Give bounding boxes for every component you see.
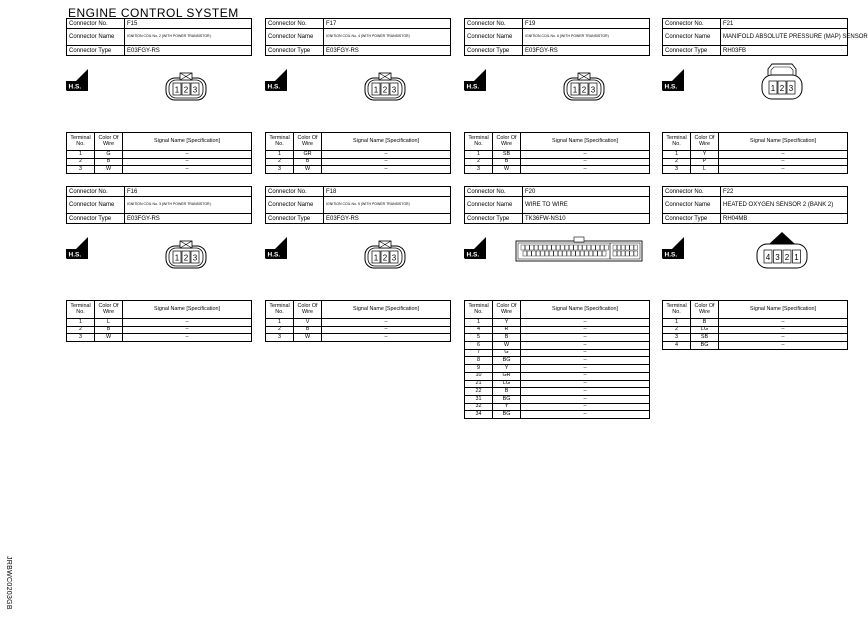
connector-type-label: Connector Type [465, 214, 523, 224]
signal-name: – [521, 334, 650, 342]
svg-text:3: 3 [391, 85, 397, 95]
signal-name: – [123, 158, 252, 166]
connector-name-value: IGNITION COIL No. 5 (WITH POWER TRANSISTOR) [324, 197, 451, 214]
connector-face-3pin [361, 239, 409, 271]
wire-color: B [493, 334, 521, 342]
svg-text:2: 2 [581, 85, 587, 95]
connector-no-label: Connector No. [266, 187, 324, 197]
svg-text:2: 2 [382, 85, 388, 95]
connector-no-label: Connector No. [67, 187, 125, 197]
wire-color: W [294, 334, 322, 342]
connector-name-value: IGNITION COIL No. 4 (WITH POWER TRANSISTOR) [324, 29, 451, 46]
signal-name: – [521, 319, 650, 327]
terminal-no-header: Terminal No. [266, 133, 294, 151]
terminal-no: 3 [663, 334, 691, 342]
wire-color: B [493, 158, 521, 166]
hs-label: H.S. [664, 251, 678, 259]
signal-name: – [322, 319, 451, 327]
connector-name-value: MANIFOLD ABSOLUTE PRESSURE (MAP) SENSOR [721, 29, 848, 46]
table-row [67, 326, 252, 334]
signal-table [464, 300, 650, 419]
terminal-no: 8 [465, 357, 493, 365]
svg-text:3: 3 [788, 84, 794, 93]
signal-name: – [521, 151, 650, 159]
signal-name: – [719, 334, 848, 342]
signal-table [464, 132, 650, 174]
wire-color: B [691, 319, 719, 327]
terminal-no: 34 [465, 411, 493, 419]
terminal-no: 3 [465, 166, 493, 174]
connector-no-label: Connector No. [266, 19, 324, 29]
table-row [465, 342, 650, 350]
table-row [663, 326, 848, 334]
table-row [266, 334, 451, 342]
table-row [663, 319, 848, 327]
wire-color: B [294, 158, 322, 166]
svg-text:1: 1 [373, 85, 379, 95]
wire-color: W [493, 166, 521, 174]
connector-type-value: E03FGY-RS [125, 214, 252, 224]
connector-name-value: HEATED OXYGEN SENSOR 2 (BANK 2) [721, 197, 848, 214]
signal-table [265, 300, 451, 342]
terminal-no: 32 [465, 403, 493, 411]
terminal-no-header: Terminal No. [663, 301, 691, 319]
wire-color: Y [493, 365, 521, 373]
svg-text:1: 1 [174, 253, 180, 263]
connector-name-label: Connector Name [67, 197, 125, 214]
terminal-no: 2 [266, 326, 294, 334]
connector-face-3pin [560, 71, 608, 103]
connector-name-label: Connector Name [465, 29, 523, 46]
table-row [663, 334, 848, 342]
table-row [465, 158, 650, 166]
table-row [465, 349, 650, 357]
connector-type-label: Connector Type [465, 46, 523, 56]
terminal-no: 2 [663, 326, 691, 334]
svg-text:1: 1 [174, 85, 180, 95]
connector-picture [265, 224, 451, 300]
color-of-wire-header: Color Of Wire [691, 301, 719, 319]
wire-color: B [493, 388, 521, 396]
connector-no-value: F19 [523, 19, 650, 29]
color-of-wire-header: Color Of Wire [691, 133, 719, 151]
terminal-no: 1 [266, 151, 294, 159]
table-row [266, 151, 451, 159]
wire-color: BG [493, 411, 521, 419]
harness-side-icon [464, 69, 486, 91]
wire-color: G [95, 151, 123, 159]
connector-face-4pin [754, 229, 810, 271]
connector-block-f18 [265, 186, 451, 342]
signal-name: – [123, 166, 252, 174]
wire-color: R [493, 326, 521, 334]
connector-picture [66, 224, 252, 300]
table-row [465, 326, 650, 334]
connector-no-value: F21 [721, 19, 848, 29]
harness-side-icon [464, 237, 486, 259]
signal-name-header: Signal Name [Specification] [322, 301, 451, 319]
connector-info-table [464, 18, 650, 56]
connector-block-f16 [66, 186, 252, 342]
signal-name: – [521, 380, 650, 388]
terminal-no: 2 [67, 326, 95, 334]
table-row [465, 403, 650, 411]
terminal-no: 10 [465, 372, 493, 380]
terminal-no: 2 [663, 158, 691, 166]
svg-text:3: 3 [590, 85, 596, 95]
wire-color: W [294, 166, 322, 174]
connector-picture [662, 224, 848, 300]
page-title: ENGINE CONTROL SYSTEM [68, 6, 239, 20]
svg-text:1: 1 [770, 84, 776, 93]
connector-type-value: TK36FW-NS10 [523, 214, 650, 224]
signal-name: – [521, 388, 650, 396]
connector-no-value: F17 [324, 19, 451, 29]
svg-text:1: 1 [572, 85, 578, 95]
color-of-wire-header: Color Of Wire [294, 133, 322, 151]
table-row [663, 166, 848, 174]
color-of-wire-header: Color Of Wire [95, 301, 123, 319]
table-row [465, 334, 650, 342]
signal-table [662, 300, 848, 350]
signal-name: – [322, 158, 451, 166]
connector-picture [66, 56, 252, 132]
connector-type-value: E03FGY-RS [523, 46, 650, 56]
connector-no-label: Connector No. [663, 19, 721, 29]
harness-side-icon [265, 237, 287, 259]
wire-color: P [691, 158, 719, 166]
terminal-no: 3 [266, 334, 294, 342]
terminal-no: 1 [266, 319, 294, 327]
signal-name: – [521, 372, 650, 380]
connector-no-label: Connector No. [465, 19, 523, 29]
connector-no-value: F16 [125, 187, 252, 197]
wire-color: G [493, 349, 521, 357]
connector-no-label: Connector No. [465, 187, 523, 197]
connector-no-value: F20 [523, 187, 650, 197]
table-row [67, 334, 252, 342]
signal-name-header: Signal Name [Specification] [719, 301, 848, 319]
signal-name: – [123, 151, 252, 159]
wire-color: Y [691, 151, 719, 159]
svg-text:3: 3 [391, 253, 397, 263]
signal-name-header: Signal Name [Specification] [521, 301, 650, 319]
table-row [465, 357, 650, 365]
wire-color: LG [493, 380, 521, 388]
table-row [465, 395, 650, 403]
signal-name: – [521, 357, 650, 365]
harness-side-icon [662, 237, 684, 259]
connector-info-table [464, 186, 650, 224]
connector-name-value: WIRE TO WIRE [523, 197, 650, 214]
connector-name-label: Connector Name [266, 197, 324, 214]
signal-name: – [719, 319, 848, 327]
wire-color: SB [691, 334, 719, 342]
wire-color: L [691, 166, 719, 174]
hs-label: H.S. [267, 83, 281, 91]
terminal-no: 6 [465, 342, 493, 350]
table-row [465, 372, 650, 380]
terminal-no: 21 [465, 380, 493, 388]
terminal-no: 2 [465, 158, 493, 166]
terminal-no: 4 [465, 326, 493, 334]
connector-name-label: Connector Name [663, 197, 721, 214]
hs-label: H.S. [267, 251, 281, 259]
signal-table [66, 132, 252, 174]
connector-info-table [662, 18, 868, 56]
signal-name: – [719, 342, 848, 350]
connector-name-value: IGNITION COIL No. 2 (WITH POWER TRANSISTOR) [125, 29, 252, 46]
table-row [663, 158, 848, 166]
svg-text:1: 1 [794, 253, 799, 262]
svg-text:3: 3 [775, 253, 780, 262]
connector-type-label: Connector Type [266, 46, 324, 56]
table-row [465, 319, 650, 327]
signal-name: – [322, 151, 451, 159]
connector-name-label: Connector Name [266, 29, 324, 46]
signal-name: – [719, 166, 848, 174]
wire-color: GR [493, 372, 521, 380]
color-of-wire-header: Color Of Wire [493, 301, 521, 319]
table-row [67, 166, 252, 174]
harness-side-icon [265, 69, 287, 91]
signal-name: – [521, 158, 650, 166]
wire-color: BG [691, 342, 719, 350]
table-row [465, 388, 650, 396]
connector-block-f20 [464, 186, 650, 419]
signal-name-header: Signal Name [Specification] [521, 133, 650, 151]
table-row [266, 166, 451, 174]
table-row [266, 326, 451, 334]
signal-name: – [719, 158, 848, 166]
connector-block-f17 [265, 18, 451, 174]
signal-name-header: Signal Name [Specification] [719, 133, 848, 151]
wire-color: SB [493, 151, 521, 159]
signal-name: – [521, 395, 650, 403]
signal-name: – [719, 326, 848, 334]
table-row [663, 151, 848, 159]
wire-color: LG [691, 326, 719, 334]
svg-text:4: 4 [765, 253, 771, 262]
table-row [465, 380, 650, 388]
terminal-no-header: Terminal No. [465, 133, 493, 151]
harness-side-icon [66, 69, 88, 91]
svg-text:2: 2 [784, 253, 790, 262]
terminal-no: 3 [266, 166, 294, 174]
terminal-no: 1 [67, 151, 95, 159]
wire-color: B [95, 158, 123, 166]
signal-name: – [322, 326, 451, 334]
connector-type-label: Connector Type [67, 214, 125, 224]
connector-no-value: F18 [324, 187, 451, 197]
wire-color: V [294, 319, 322, 327]
svg-text:2: 2 [183, 85, 189, 95]
connector-face-3pin [361, 71, 409, 103]
signal-name: – [322, 334, 451, 342]
signal-table [66, 300, 252, 342]
connector-picture [265, 56, 451, 132]
connector-name-value: IGNITION COIL No. 3 (WITH POWER TRANSISTOR) [125, 197, 252, 214]
wire-color: Y [493, 403, 521, 411]
harness-side-icon [662, 69, 684, 91]
signal-name: – [719, 151, 848, 159]
color-of-wire-header: Color Of Wire [95, 133, 123, 151]
signal-table [265, 132, 451, 174]
harness-side-icon [66, 237, 88, 259]
color-of-wire-header: Color Of Wire [493, 133, 521, 151]
connector-type-value: E03FGY-RS [125, 46, 252, 56]
connector-type-label: Connector Type [67, 46, 125, 56]
wire-color: W [493, 342, 521, 350]
signal-name: – [521, 349, 650, 357]
signal-name-header: Signal Name [Specification] [123, 301, 252, 319]
terminal-no-header: Terminal No. [266, 301, 294, 319]
connector-picture [662, 56, 848, 132]
hs-label: H.S. [466, 83, 480, 91]
connector-block-f22 [662, 186, 848, 350]
terminal-no: 1 [663, 319, 691, 327]
signal-name: – [521, 342, 650, 350]
terminal-no-header: Terminal No. [465, 301, 493, 319]
connector-name-label: Connector Name [465, 197, 523, 214]
wire-color: BG [493, 395, 521, 403]
connector-name-label: Connector Name [663, 29, 721, 46]
terminal-no-header: Terminal No. [67, 301, 95, 319]
signal-name: – [123, 334, 252, 342]
terminal-no: 3 [67, 166, 95, 174]
terminal-no: 9 [465, 365, 493, 373]
connector-type-value: RH03FB [721, 46, 848, 56]
connector-info-table [265, 18, 451, 56]
signal-name: – [521, 403, 650, 411]
signal-name: – [123, 326, 252, 334]
svg-text:2: 2 [382, 253, 388, 263]
signal-name-header: Signal Name [Specification] [322, 133, 451, 151]
terminal-no: 1 [67, 319, 95, 327]
terminal-no-header: Terminal No. [663, 133, 691, 151]
terminal-no: 5 [465, 334, 493, 342]
connector-picture [464, 224, 650, 300]
svg-text:2: 2 [183, 253, 189, 263]
connector-no-label: Connector No. [67, 19, 125, 29]
svg-text:1: 1 [373, 253, 379, 263]
terminal-no: 7 [465, 349, 493, 357]
table-row [67, 319, 252, 327]
table-row [465, 166, 650, 174]
signal-table [662, 132, 848, 174]
table-row [465, 365, 650, 373]
connector-no-label: Connector No. [663, 187, 721, 197]
terminal-no: 4 [663, 342, 691, 350]
table-row [67, 158, 252, 166]
connector-no-value: F15 [125, 19, 252, 29]
connector-block-f21 [662, 18, 868, 174]
signal-name: – [123, 319, 252, 327]
signal-name: – [322, 166, 451, 174]
connector-face-3pin [162, 239, 210, 271]
color-of-wire-header: Color Of Wire [294, 301, 322, 319]
connector-type-value: RH04MB [721, 214, 848, 224]
connector-type-label: Connector Type [266, 214, 324, 224]
wire-color: B [95, 326, 123, 334]
svg-text:2: 2 [779, 84, 785, 93]
hs-label: H.S. [68, 251, 82, 259]
connector-info-table [66, 186, 252, 224]
terminal-no: 1 [465, 319, 493, 327]
hs-label: H.S. [68, 83, 82, 91]
table-row [266, 319, 451, 327]
table-row [67, 151, 252, 159]
figure-code: JRBWC0203GB [5, 556, 12, 610]
signal-name: – [521, 411, 650, 419]
connector-info-table [66, 18, 252, 56]
svg-text:3: 3 [192, 253, 198, 263]
terminal-no: 31 [465, 395, 493, 403]
signal-name: – [521, 326, 650, 334]
connector-name-value: IGNITION COIL No. 6 (WITH POWER TRANSISTOR) [523, 29, 650, 46]
connector-face-3pin-map [758, 61, 806, 103]
connector-face-3pin [162, 71, 210, 103]
wire-color: W [95, 334, 123, 342]
terminal-no: 3 [663, 166, 691, 174]
table-row [663, 342, 848, 350]
connector-block-f15 [66, 18, 252, 174]
wire-color: GR [294, 151, 322, 159]
terminal-no: 1 [465, 151, 493, 159]
table-row [465, 151, 650, 159]
connector-no-value: F22 [721, 187, 848, 197]
wire-color: Y [493, 319, 521, 327]
svg-text:3: 3 [192, 85, 198, 95]
terminal-no: 1 [663, 151, 691, 159]
connector-info-table [265, 186, 451, 224]
wire-color: BG [493, 357, 521, 365]
terminal-no: 2 [266, 158, 294, 166]
terminal-no-header: Terminal No. [67, 133, 95, 151]
connector-type-label: Connector Type [663, 46, 721, 56]
signal-name-header: Signal Name [Specification] [123, 133, 252, 151]
terminal-no: 22 [465, 388, 493, 396]
terminal-no: 3 [67, 334, 95, 342]
signal-name: – [521, 166, 650, 174]
connector-picture [464, 56, 650, 132]
wire-color: W [95, 166, 123, 174]
hs-label: H.S. [466, 251, 480, 259]
connector-name-label: Connector Name [67, 29, 125, 46]
connector-type-value: E03FGY-RS [324, 214, 451, 224]
signal-name: – [521, 365, 650, 373]
connector-type-value: E03FGY-RS [324, 46, 451, 56]
wire-color: L [95, 319, 123, 327]
connector-type-label: Connector Type [663, 214, 721, 224]
connector-face-36pin [514, 236, 644, 264]
connector-info-table [662, 186, 848, 224]
connector-block-f19 [464, 18, 650, 174]
table-row [465, 411, 650, 419]
hs-label: H.S. [664, 83, 678, 91]
terminal-no: 2 [67, 158, 95, 166]
wire-color: B [294, 326, 322, 334]
table-row [266, 158, 451, 166]
